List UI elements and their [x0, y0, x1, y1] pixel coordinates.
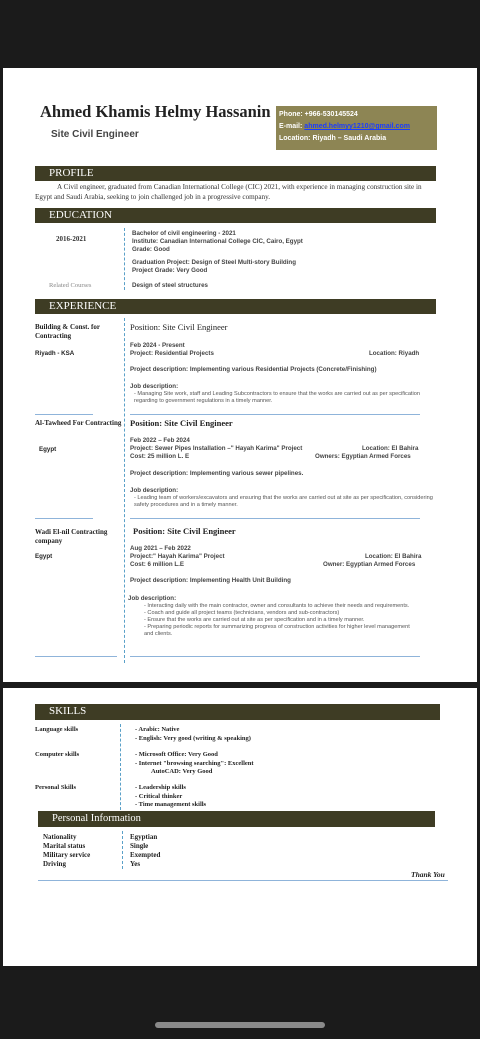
personal-heading: Personal Information — [38, 811, 435, 827]
job-position: Position: Site Civil Engineer — [133, 526, 236, 536]
job-duty: - Interacting daily with the main contractor, owner and consultants to achieve their needs and requirements. — [144, 603, 410, 609]
grade-text: Grade: Good — [132, 246, 170, 253]
contact-box — [276, 106, 437, 150]
separator — [35, 656, 117, 657]
job-duty: - Preparing periodic reports for summarizing progress of construction activities for higher level management and clients. — [144, 624, 410, 637]
courses-text: Design of steel structures — [132, 282, 208, 289]
skills-divider — [120, 724, 121, 810]
profile-text: A Civil engineer, graduated from Canadian International College (CIC) 2021, with experience in managing construction site in Egypt and Saudi Arabia, seeking to join challenged job in a progressive company. — [35, 183, 422, 201]
job-duty: - Leading team of workers/excavators and ensuring that the works are carried out at site as per specification, considering safety procedures and in a timely manner. — [134, 495, 433, 508]
education-years: 2016-2021 — [56, 235, 87, 243]
profile-heading: PROFILE — [35, 166, 436, 181]
job-project: Project: Residential Projects — [130, 350, 214, 357]
marital-label: Marital status — [43, 842, 86, 850]
job-place: Egypt — [39, 446, 57, 453]
marital-value: Single — [130, 842, 149, 850]
job-duty: - Ensure that the works are carried out at site as per specification and in a timely manner. — [144, 617, 365, 623]
skill-item: - Time management skills — [135, 801, 207, 808]
courses-label: Related Courses — [49, 282, 92, 289]
thank-you-text: Thank You — [411, 870, 445, 879]
job-dates: Feb 2024 - Present — [130, 342, 185, 349]
driving-value: Yes — [130, 860, 141, 868]
job-project: Project: Sewer Pipes Installation –" Hayah Karima" Project — [130, 445, 303, 452]
email-line — [279, 121, 437, 133]
job-company: Building & Const. for Contracting — [35, 323, 100, 340]
separator — [130, 414, 420, 415]
separator — [35, 414, 93, 415]
email-label: E-mail: — [279, 123, 303, 130]
project-grade-text: Project Grade: Very Good — [132, 267, 208, 274]
degree-text: Bachelor of civil engineering - 2021 — [132, 230, 236, 237]
job-location: Location: Riyadh — [369, 350, 420, 357]
job-project: Project:" Hayah Karima" Project — [130, 553, 225, 560]
personal-labels — [43, 833, 90, 869]
job-duties-list — [144, 603, 419, 638]
experience-divider — [124, 318, 125, 663]
job-description: Project description: Implementing various sewer pipelines. — [130, 470, 304, 477]
skill-item: - Internet "browsing searching": Excellent — [135, 759, 254, 767]
job-company: Wadi El-nil Contracting company — [35, 528, 108, 545]
experience-heading: EXPERIENCE — [35, 299, 436, 314]
candidate-title: Site Civil Engineer — [51, 129, 139, 140]
military-value: Exempted — [130, 851, 161, 859]
skill-item: - Critical thinker — [135, 792, 183, 800]
education-divider — [124, 228, 125, 290]
job-owner: Owners: Egyptian Armed Forces — [315, 453, 411, 460]
skill-item: - Microsoft Office: Very Good — [135, 751, 218, 758]
skills-heading: SKILLS — [35, 704, 440, 720]
job-owner: Owner: Egyptian Armed Forces — [323, 561, 416, 568]
location-text: Location: Riyadh – Saudi Arabia — [279, 135, 387, 142]
job-duties-label: Job description: — [130, 383, 179, 390]
separator — [35, 518, 93, 519]
job-duty: - Coach and guide all project teams (technicians, vendors and sub-contractors) — [144, 610, 340, 616]
skill-group-label: Computer skills — [35, 751, 80, 758]
job-location: Location: El Bahira — [362, 445, 419, 452]
home-indicator[interactable] — [155, 1022, 325, 1028]
job-description: Project description: Implementing Health Unit Building — [130, 577, 291, 584]
job-position: Position: Site Civil Engineer — [130, 418, 233, 428]
skill-group-items — [135, 784, 206, 810]
personal-values — [130, 833, 160, 869]
nationality-label: Nationality — [43, 833, 77, 841]
separator — [130, 656, 420, 657]
nationality-value: Egyptian — [130, 833, 158, 841]
job-position: Position: Site Civil Engineer — [130, 322, 228, 332]
skill-group-items — [135, 726, 251, 743]
job-location: Location: El Bahira — [365, 553, 422, 560]
job-duty: - Managing Site work, staff and Leading Subcontractors to ensure that the works are carried out as per specification regarding to government regulations in a timely manner. — [134, 391, 420, 404]
separator — [130, 518, 420, 519]
job-duties-label: Job description: — [128, 595, 177, 602]
education-details — [132, 230, 303, 275]
job-place: Riyadh - KSA — [35, 350, 75, 357]
separator — [38, 880, 448, 881]
job-place: Egypt — [35, 553, 53, 560]
military-label: Military service — [43, 851, 91, 859]
driving-label: Driving — [43, 860, 66, 868]
resume-page-1 — [3, 68, 477, 682]
job-duties-label: Job description: — [130, 487, 179, 494]
job-cost: Cost: 6 million L.E — [130, 561, 184, 568]
skill-item: - Leadership skills — [135, 784, 186, 791]
skill-group-label: Personal Skills — [35, 784, 76, 791]
skill-item: - English: Very good (writing & speaking) — [135, 734, 251, 742]
skill-item: AutoCAD: Very Good — [151, 768, 213, 775]
email-link[interactable]: ahmed.helmyy1210@gmail.com — [304, 123, 410, 130]
institute-text: Institute: Canadian International College CIC, Cairo, Egypt — [132, 238, 303, 245]
resume-page-2 — [3, 688, 477, 966]
job-dates: Feb 2022 – Feb 2024 — [130, 437, 190, 444]
grad-project-text: Graduation Project: Design of Steel Multi-story Building — [132, 259, 296, 266]
job-company: Al-Tawheed For Contracting — [35, 419, 122, 427]
phone-text: Phone: +966-530145524 — [279, 111, 358, 118]
personal-divider — [122, 831, 123, 869]
education-heading: EDUCATION — [35, 208, 436, 223]
job-dates: Aug 2021 – Feb 2022 — [130, 545, 191, 552]
job-description: Project description: Implementing various Residential Projects (Concrete/Finishing) — [130, 366, 377, 373]
skill-item: - Arabic: Native — [135, 726, 180, 733]
skill-group-items — [135, 751, 254, 777]
candidate-name: Ahmed Khamis Helmy Hassanin — [40, 102, 271, 121]
skill-group-label: Language skills — [35, 726, 79, 733]
job-cost: Cost: 25 million L. E — [130, 453, 190, 460]
